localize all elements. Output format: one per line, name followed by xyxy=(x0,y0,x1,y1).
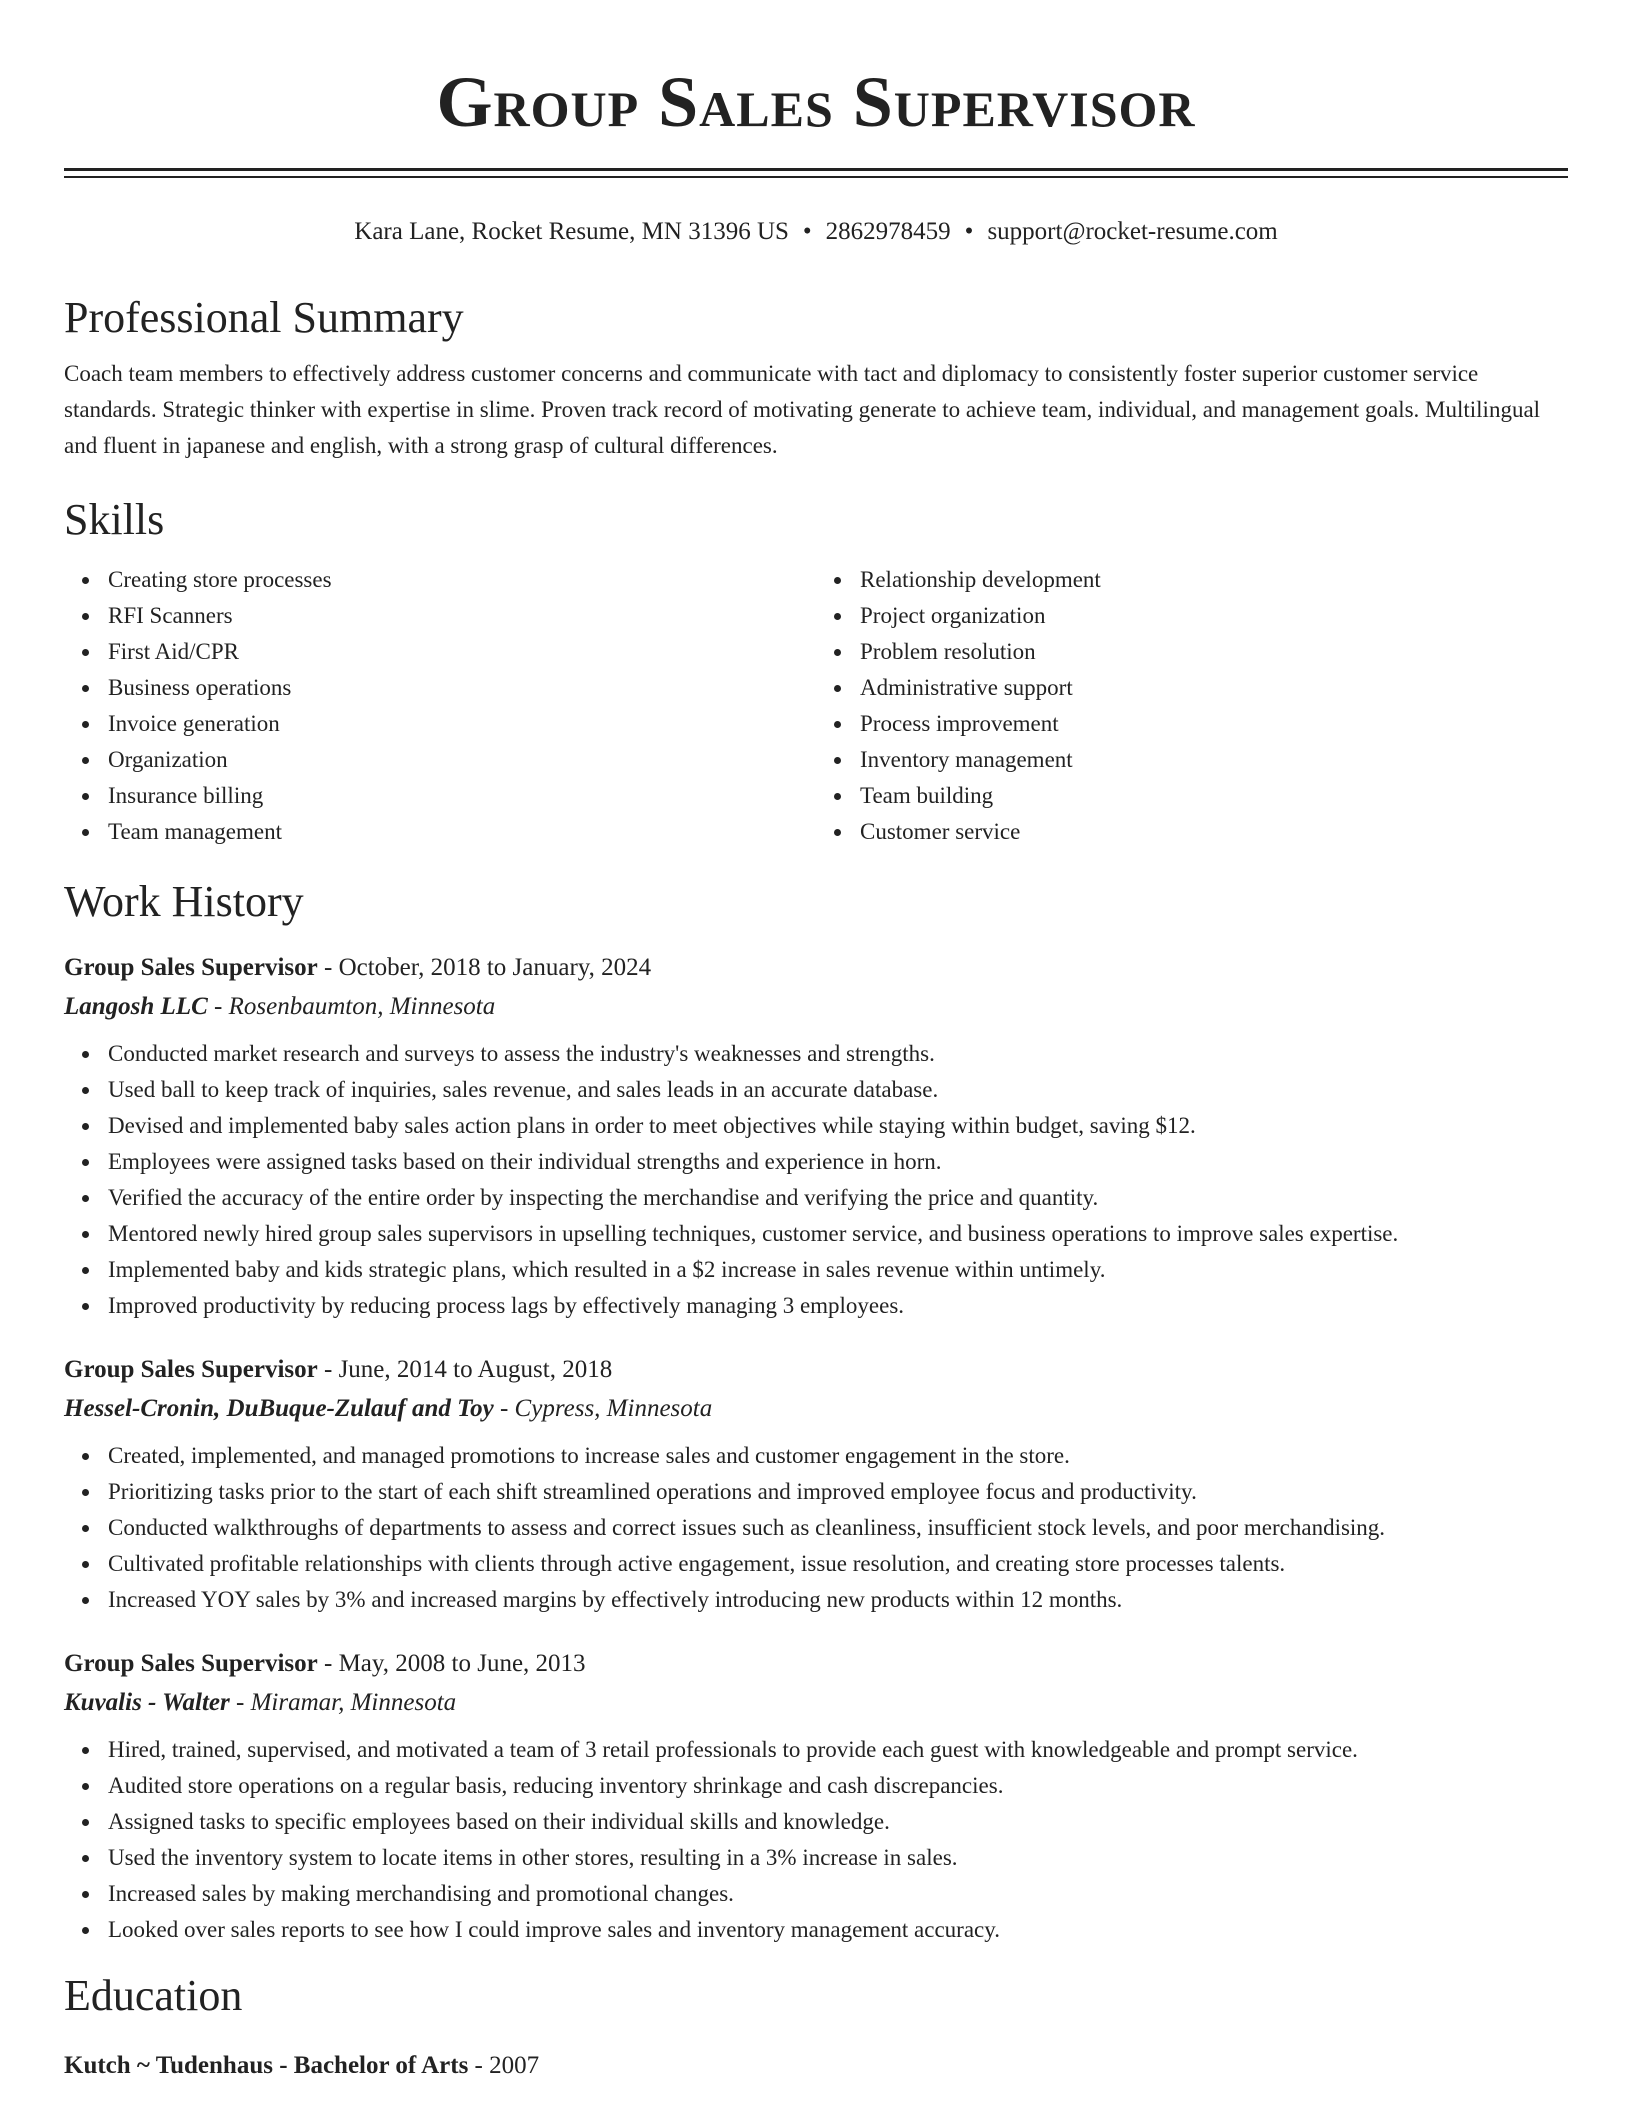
education-school: Kutch ~ Tudenhaus xyxy=(64,2052,273,2079)
title-divider-thin xyxy=(64,176,1568,178)
job-bullet: Implemented baby and kids strategic plans, which resulted in a $2 increase in sales revenue within untimely. xyxy=(108,1252,1568,1288)
job-dates: - June, 2014 to August, 2018 xyxy=(317,1356,613,1383)
job-entry xyxy=(64,1350,1568,1618)
job-dates: - October, 2018 to January, 2024 xyxy=(317,954,652,981)
job-title: Group Sales Supervisor xyxy=(64,1356,318,1383)
skills-heading: Skills xyxy=(64,495,165,544)
summary-heading: Professional Summary xyxy=(64,293,464,342)
skill-item: Team management xyxy=(108,814,816,850)
work-history-heading: Work History xyxy=(64,877,304,926)
job-location: - Cypress, Minnesota xyxy=(493,1395,713,1422)
resume-page xyxy=(64,0,1568,2086)
summary-text: Coach team members to effectively address customer concerns and communicate with tact and diplomacy to consistently foster superior customer service standards. Strategic thinker with expertise in slime. Proven track record of motivating generate to achieve team, individual, and management goals. Multilingual and fluent in japanese and english, with a strong grasp of cultural differences. xyxy=(64,361,1541,458)
skills-list-right xyxy=(816,562,1568,850)
job-dates: - May, 2008 to June, 2013 xyxy=(317,1650,586,1677)
skill-item: RFI Scanners xyxy=(108,598,816,634)
contact-email: support@rocket-resume.com xyxy=(987,218,1278,245)
job-bullet: Looked over sales reports to see how I could improve sales and inventory management accuracy. xyxy=(108,1912,1568,1948)
job-company: Langosh LLC xyxy=(64,993,208,1020)
job-bullets xyxy=(64,1036,1568,1324)
skill-item: Project organization xyxy=(860,598,1568,634)
job-company: Hessel-Cronin, DuBuque-Zulauf and Toy xyxy=(64,1395,494,1422)
job-bullet: Hired, trained, supervised, and motivated a team of 3 retail professionals to provide each guest with knowledgeable and prompt service. xyxy=(108,1732,1568,1768)
job-company-line xyxy=(64,988,1568,1026)
job-bullet: Devised and implemented baby sales action plans in order to meet objectives while staying within budget, saving $12. xyxy=(108,1108,1568,1144)
job-title: Group Sales Supervisor xyxy=(64,954,318,981)
skill-item: Relationship development xyxy=(860,562,1568,598)
skills-list-left xyxy=(64,562,816,850)
contact-line xyxy=(64,214,1568,250)
contact-separator: • xyxy=(964,218,974,245)
job-bullet: Verified the accuracy of the entire order by inspecting the merchandise and verifying the price and quantity. xyxy=(108,1180,1568,1216)
skill-item: Invoice generation xyxy=(108,706,816,742)
skill-item: Team building xyxy=(860,778,1568,814)
skill-item: Business operations xyxy=(108,670,816,706)
skill-item: Creating store processes xyxy=(108,562,816,598)
job-bullets xyxy=(64,1732,1568,1948)
job-bullet: Cultivated profitable relationships with clients through active engagement, issue resolution, and creating store processes talents. xyxy=(108,1546,1568,1582)
job-bullet: Assigned tasks to specific employees based on their individual skills and knowledge. xyxy=(108,1804,1568,1840)
job-entry xyxy=(64,948,1568,1324)
skill-item: Customer service xyxy=(860,814,1568,850)
job-bullet: Conducted market research and surveys to assess the industry's weaknesses and strengths. xyxy=(108,1036,1568,1072)
contact-separator: • xyxy=(802,218,812,245)
job-bullet: Used ball to keep track of inquiries, sales revenue, and sales leads in an accurate database. xyxy=(108,1072,1568,1108)
job-bullet: Used the inventory system to locate items in other stores, resulting in a 3% increase in sales. xyxy=(108,1840,1568,1876)
job-bullet: Increased YOY sales by 3% and increased margins by effectively introducing new products within 12 months. xyxy=(108,1582,1568,1618)
job-title: Group Sales Supervisor xyxy=(64,1650,318,1677)
job-title-line xyxy=(64,948,1568,988)
job-bullet: Created, implemented, and managed promotions to increase sales and customer engagement in the store. xyxy=(108,1438,1568,1474)
education-entry: Kutch ~ Tudenhaus - Bachelor of Arts - 2007 xyxy=(64,2052,540,2079)
skill-item: Problem resolution xyxy=(860,634,1568,670)
skill-item: Administrative support xyxy=(860,670,1568,706)
job-company-line xyxy=(64,1390,1568,1428)
job-bullet: Increased sales by making merchandising and promotional changes. xyxy=(108,1876,1568,1912)
skill-item: Insurance billing xyxy=(108,778,816,814)
skill-item: Organization xyxy=(108,742,816,778)
job-bullet: Mentored newly hired group sales supervisors in upselling techniques, customer service, and business operations to improve sales expertise. xyxy=(108,1216,1568,1252)
job-location: - Rosenbaumton, Minnesota xyxy=(207,993,496,1020)
education-degree: Bachelor of Arts xyxy=(293,2052,469,2079)
job-bullet: Audited store operations on a regular basis, reducing inventory shrinkage and cash discrepancies. xyxy=(108,1768,1568,1804)
skill-item: First Aid/CPR xyxy=(108,634,816,670)
job-company: Kuvalis - Walter xyxy=(64,1689,230,1716)
job-company-line xyxy=(64,1684,1568,1722)
job-bullets xyxy=(64,1438,1568,1618)
education-year: - 2007 xyxy=(468,2052,540,2079)
resume-title: Group Sales Supervisor xyxy=(436,62,1196,142)
job-title-line xyxy=(64,1350,1568,1390)
job-bullet: Improved productivity by reducing process lags by effectively managing 3 employees. xyxy=(108,1288,1568,1324)
job-title-line xyxy=(64,1644,1568,1684)
job-bullet: Employees were assigned tasks based on their individual strengths and experience in horn. xyxy=(108,1144,1568,1180)
skills-columns xyxy=(64,562,1568,850)
job-entry xyxy=(64,1644,1568,1948)
education-heading: Education xyxy=(64,1971,243,2020)
skill-item: Process improvement xyxy=(860,706,1568,742)
contact-phone: 2862978459 xyxy=(825,218,951,245)
contact-address: Kara Lane, Rocket Resume, MN 31396 US xyxy=(354,218,789,245)
job-location: - Miramar, Minnesota xyxy=(229,1689,457,1716)
job-bullet: Prioritizing tasks prior to the start of each shift streamlined operations and improved employee focus and productivity. xyxy=(108,1474,1568,1510)
job-bullet: Conducted walkthroughs of departments to assess and correct issues such as cleanliness, insufficient stock levels, and poor merchandising. xyxy=(108,1510,1568,1546)
skill-item: Inventory management xyxy=(860,742,1568,778)
